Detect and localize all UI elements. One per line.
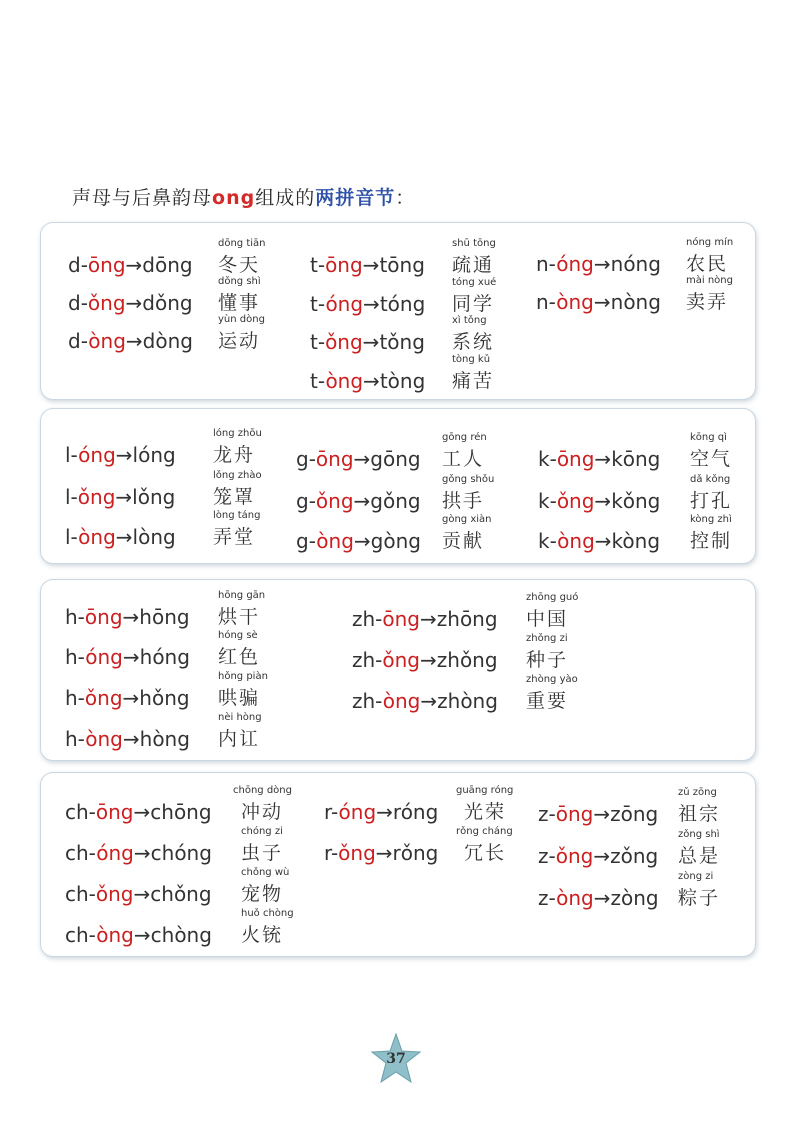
word-pinyin: mài nòng (686, 275, 733, 286)
word-hanzi: 中国 (526, 608, 569, 630)
syllable-entry (538, 474, 768, 513)
syllable-entry (538, 871, 768, 910)
final-tone: ōng (87, 253, 126, 277)
initial: ch- (65, 800, 96, 824)
title-ong: ong (212, 187, 256, 209)
syllable-entry (324, 785, 554, 824)
arrow-icon: → (122, 645, 140, 669)
syllable-spelling (68, 329, 193, 353)
syllable-spelling (310, 292, 425, 316)
word-hanzi: 疏通 (452, 254, 495, 276)
word-hanzi: 宠物 (241, 883, 284, 905)
final-tone: òng (325, 369, 364, 393)
word-pinyin: zǔ zōng (678, 787, 717, 798)
syllable-spelling (65, 485, 175, 509)
syllable-result: hǒng (139, 686, 190, 710)
initial: n- (536, 252, 557, 276)
initial: d- (68, 253, 88, 277)
syllable-spelling (296, 447, 421, 471)
syllable-result: lòng (132, 525, 176, 549)
syllable-result: hóng (139, 645, 190, 669)
syllable-result: gǒng (370, 489, 421, 513)
syllable-result: kòng (611, 529, 661, 553)
initial: h- (65, 645, 86, 669)
syllable-entry (65, 590, 295, 629)
final-tone: óng (78, 443, 116, 467)
word-pinyin: guāng róng (456, 785, 514, 796)
final-tone: ǒng (556, 489, 595, 513)
initial: g- (296, 529, 317, 553)
arrow-icon: → (593, 252, 611, 276)
word-hanzi: 同学 (452, 293, 495, 315)
syllable-entry (68, 238, 298, 277)
word-hanzi: 工人 (442, 448, 485, 470)
final-tone: ǒng (555, 844, 594, 868)
word-hanzi: 笼罩 (213, 486, 256, 508)
syllable-entry (296, 432, 526, 471)
final-tone: ǒng (315, 489, 354, 513)
syllable-entry (296, 474, 526, 513)
syllable-entry (65, 671, 295, 710)
initial: t- (310, 253, 326, 277)
syllable-entry (296, 514, 526, 553)
syllable-result: zhǒng (436, 648, 498, 672)
initial: h- (65, 605, 85, 629)
word-hanzi: 控制 (690, 530, 733, 552)
word-pinyin: zòng zi (678, 871, 714, 882)
arrow-icon: → (125, 291, 143, 315)
word-pinyin: nóng mín (686, 237, 734, 248)
word-hanzi: 火铳 (241, 924, 284, 946)
syllable-result: lóng (132, 443, 176, 467)
final-tone: òng (88, 329, 126, 353)
syllable-spelling (538, 802, 658, 826)
initial: zh- (352, 607, 383, 631)
syllable-spelling (65, 686, 190, 710)
arrow-icon: → (594, 529, 612, 553)
initial: l- (65, 485, 78, 509)
arrow-icon: → (363, 369, 380, 393)
syllable-result: tóng (379, 292, 426, 316)
syllable-result: chōng (150, 800, 212, 824)
word-hanzi: 运动 (218, 330, 261, 352)
arrow-icon: → (376, 800, 393, 824)
syllable-spelling (65, 605, 190, 629)
final-tone: ōng (84, 605, 123, 629)
arrow-icon: → (125, 329, 143, 353)
initial: g- (296, 489, 316, 513)
word-hanzi: 总是 (678, 845, 721, 867)
final-tone: òng (557, 529, 595, 553)
final-tone: ǒng (87, 291, 126, 315)
page-number-badge (370, 1032, 426, 1088)
initial: zh- (352, 689, 383, 713)
arrow-icon: → (122, 605, 140, 629)
initial: g- (296, 447, 316, 471)
arrow-icon: → (362, 330, 380, 354)
arrow-icon: → (133, 923, 151, 947)
initial: ch- (65, 841, 97, 865)
arrow-icon: → (122, 686, 140, 710)
word-pinyin: lóng zhōu (213, 428, 262, 439)
final-tone: ōng (556, 447, 595, 471)
arrow-icon: → (375, 841, 393, 865)
syllable-result: kǒng (611, 489, 661, 513)
word-hanzi: 打孔 (690, 490, 733, 512)
word-hanzi: 重要 (526, 690, 569, 712)
syllable-spelling (352, 689, 498, 713)
arrow-icon: → (133, 841, 151, 865)
arrow-icon: → (420, 607, 437, 631)
syllable-entry (65, 867, 295, 906)
word-pinyin: tòng kǔ (452, 354, 491, 365)
final-tone: ǒng (338, 841, 376, 865)
word-pinyin: gòng xiàn (442, 514, 492, 525)
syllable-entry (65, 908, 295, 947)
arrow-icon: → (133, 800, 151, 824)
syllable-entry (324, 826, 554, 865)
syllable-spelling (68, 253, 193, 277)
word-hanzi: 哄骗 (218, 687, 261, 709)
syllable-result: dōng (142, 253, 193, 277)
syllable-result: tōng (379, 253, 425, 277)
syllable-entry (310, 277, 540, 316)
word-hanzi: 弄堂 (213, 526, 256, 548)
arrow-icon: → (353, 489, 371, 513)
syllable-entry (65, 630, 295, 669)
word-pinyin: huǒ chòng (241, 908, 294, 919)
syllable-result: zhōng (436, 607, 498, 631)
syllable-result: kōng (611, 447, 661, 471)
syllable-entry (68, 276, 298, 315)
final-tone: óng (338, 800, 377, 824)
word-hanzi: 冬天 (218, 254, 261, 276)
syllable-entry (65, 712, 295, 751)
arrow-icon: → (122, 727, 140, 751)
syllable-spelling (324, 800, 438, 824)
syllable-spelling (68, 291, 193, 315)
initial: z- (538, 802, 556, 826)
arrow-icon: → (593, 290, 611, 314)
initial: k- (538, 447, 557, 471)
word-hanzi: 粽子 (678, 887, 721, 909)
syllable-spelling (65, 443, 176, 467)
syllable-spelling (538, 489, 660, 513)
arrow-icon: → (593, 844, 611, 868)
word-pinyin: tóng xué (452, 277, 497, 288)
syllable-entry (538, 432, 768, 471)
initial: z- (538, 844, 556, 868)
syllable-spelling (538, 447, 660, 471)
syllable-result: chǒng (150, 882, 212, 906)
syllable-spelling (324, 841, 438, 865)
syllable-spelling (296, 529, 421, 553)
syllable-result: nóng (610, 252, 661, 276)
arrow-icon: → (115, 525, 133, 549)
final-tone: óng (85, 645, 123, 669)
word-pinyin: shū tōng (452, 238, 496, 249)
syllable-result: hōng (139, 605, 190, 629)
final-tone: ǒng (84, 686, 123, 710)
title-colon: ： (395, 187, 416, 209)
syllable-spelling (65, 525, 176, 549)
syllable-result: róng (392, 800, 439, 824)
initial: r- (324, 841, 339, 865)
arrow-icon: → (125, 253, 143, 277)
word-pinyin: zhǒng zi (526, 633, 568, 644)
syllable-result: dǒng (142, 291, 193, 315)
title-prefix: 声母与后鼻韵母 (72, 187, 213, 209)
syllable-entry (65, 510, 295, 549)
word-pinyin: yùn dòng (218, 314, 265, 325)
page-title (72, 183, 415, 210)
arrow-icon: → (353, 447, 371, 471)
initial: h- (65, 686, 85, 710)
word-hanzi: 种子 (526, 649, 569, 671)
syllable-spelling (65, 800, 212, 824)
word-pinyin: dǎ kǒng (690, 474, 731, 485)
word-pinyin: lòng táng (213, 510, 261, 521)
word-pinyin: rǒng cháng (456, 826, 513, 837)
word-pinyin: dǒng shì (218, 276, 261, 287)
initial: t- (310, 369, 326, 393)
syllable-spelling (538, 844, 658, 868)
syllable-result: zhòng (437, 689, 498, 713)
final-tone: ōng (325, 253, 363, 277)
final-tone: òng (78, 525, 116, 549)
initial: k- (538, 529, 558, 553)
arrow-icon: → (420, 689, 438, 713)
syllable-result: rǒng (392, 841, 439, 865)
arrow-icon: → (593, 886, 611, 910)
arrow-icon: → (594, 489, 612, 513)
syllable-result: nòng (610, 290, 661, 314)
syllable-spelling (65, 727, 190, 751)
syllable-spelling (538, 529, 660, 553)
initial: t- (310, 330, 326, 354)
initial: d- (68, 329, 89, 353)
word-pinyin: zhòng yào (526, 674, 578, 685)
word-hanzi: 龙舟 (213, 444, 256, 466)
word-pinyin: hōng gān (218, 590, 266, 601)
syllable-spelling (352, 648, 498, 672)
word-hanzi: 卖弄 (686, 291, 729, 313)
word-pinyin: chōng dòng (233, 785, 292, 796)
word-pinyin: zǒng shì (678, 829, 720, 840)
syllable-spelling (65, 841, 212, 865)
syllable-entry (310, 354, 540, 393)
page-number: 37 (386, 1051, 406, 1067)
final-tone: ōng (382, 607, 420, 631)
word-hanzi: 空气 (690, 448, 733, 470)
initial: k- (538, 489, 557, 513)
syllable-entry (536, 237, 766, 276)
syllable-spelling (65, 923, 212, 947)
syllable-spelling (310, 253, 425, 277)
word-hanzi: 烘干 (218, 606, 261, 628)
arrow-icon: → (115, 485, 133, 509)
initial: l- (65, 443, 79, 467)
word-hanzi: 红色 (218, 646, 261, 668)
final-tone: óng (325, 292, 364, 316)
initial: z- (538, 886, 557, 910)
final-tone: óng (96, 841, 134, 865)
title-middle: 组成的 (255, 187, 316, 209)
syllable-entry (310, 238, 540, 277)
syllable-entry (538, 787, 768, 826)
syllable-result: dòng (142, 329, 193, 353)
syllable-result: tòng (379, 369, 426, 393)
syllable-entry (536, 275, 766, 314)
word-hanzi: 冗长 (464, 842, 507, 864)
final-tone: ǒng (95, 882, 134, 906)
initial: h- (65, 727, 86, 751)
syllable-entry (352, 633, 582, 672)
word-pinyin: chóng zi (241, 826, 283, 837)
syllable-entry (65, 785, 295, 824)
word-pinyin: zhōng guó (526, 592, 579, 603)
initial: l- (65, 525, 79, 549)
syllable-spelling (536, 290, 661, 314)
syllable-entry (65, 428, 295, 467)
syllable-result: zōng (610, 802, 659, 826)
final-tone: òng (556, 886, 594, 910)
word-pinyin: kòng zhì (690, 514, 732, 525)
word-hanzi: 虫子 (241, 842, 284, 864)
syllable-result: gòng (370, 529, 421, 553)
syllable-spelling (310, 330, 425, 354)
arrow-icon: → (420, 648, 437, 672)
word-hanzi: 拱手 (442, 490, 485, 512)
syllable-result: hòng (139, 727, 190, 751)
arrow-icon: → (133, 882, 151, 906)
word-hanzi: 系统 (452, 331, 495, 353)
syllable-spelling (538, 886, 659, 910)
syllable-entry (65, 470, 295, 509)
syllable-result: gōng (370, 447, 421, 471)
word-hanzi: 内讧 (218, 728, 261, 750)
syllable-entry (538, 514, 768, 553)
word-hanzi: 痛苦 (452, 370, 495, 392)
title-highlight: 两拼音节 (315, 187, 396, 209)
word-pinyin: hóng sè (218, 630, 258, 641)
final-tone: ōng (315, 447, 354, 471)
final-tone: ǒng (325, 330, 363, 354)
syllable-entry (65, 826, 295, 865)
initial: zh- (352, 648, 383, 672)
final-tone: òng (96, 923, 134, 947)
syllable-spelling (65, 882, 212, 906)
final-tone: ǒng (382, 648, 420, 672)
syllable-entry (538, 829, 768, 868)
final-tone: òng (556, 290, 594, 314)
initial: d- (68, 291, 88, 315)
arrow-icon: → (362, 253, 380, 277)
final-tone: ōng (95, 800, 134, 824)
word-pinyin: gǒng shǒu (442, 474, 495, 485)
syllable-result: chòng (150, 923, 212, 947)
arrow-icon: → (363, 292, 380, 316)
initial: ch- (65, 923, 97, 947)
syllable-result: zòng (610, 886, 659, 910)
word-pinyin: xì tǒng (452, 315, 487, 326)
word-hanzi: 农民 (686, 253, 729, 275)
syllable-spelling (536, 252, 661, 276)
syllable-entry (68, 314, 298, 353)
word-pinyin: dōng tiān (218, 238, 266, 249)
syllable-result: zǒng (610, 844, 659, 868)
syllable-entry (310, 315, 540, 354)
syllable-result: chóng (150, 841, 212, 865)
initial: ch- (65, 882, 96, 906)
word-hanzi: 祖宗 (678, 803, 721, 825)
syllable-spelling (296, 489, 421, 513)
final-tone: òng (382, 689, 421, 713)
initial: t- (310, 292, 326, 316)
word-pinyin: lǒng zhào (213, 470, 262, 481)
arrow-icon: → (353, 529, 371, 553)
syllable-entry (352, 674, 582, 713)
final-tone: óng (556, 252, 594, 276)
final-tone: òng (85, 727, 123, 751)
syllable-spelling (65, 645, 190, 669)
syllable-result: lǒng (132, 485, 176, 509)
word-hanzi: 冲动 (241, 801, 284, 823)
syllable-result: tǒng (379, 330, 425, 354)
arrow-icon: → (115, 443, 133, 467)
word-hanzi: 贡献 (442, 530, 485, 552)
syllable-spelling (310, 369, 425, 393)
word-hanzi: 懂事 (218, 292, 261, 314)
arrow-icon: → (593, 802, 611, 826)
initial: n- (536, 290, 557, 314)
word-pinyin: gōng rén (442, 432, 487, 443)
word-pinyin: kōng qì (690, 432, 727, 443)
final-tone: ōng (555, 802, 594, 826)
arrow-icon: → (594, 447, 612, 471)
word-pinyin: nèi hòng (218, 712, 262, 723)
word-hanzi: 光荣 (464, 801, 507, 823)
word-pinyin: chǒng wù (241, 867, 290, 878)
syllable-spelling (352, 607, 498, 631)
initial: r- (324, 800, 339, 824)
syllable-entry (352, 592, 582, 631)
final-tone: òng (316, 529, 354, 553)
final-tone: ǒng (77, 485, 116, 509)
word-pinyin: hǒng piàn (218, 671, 268, 682)
